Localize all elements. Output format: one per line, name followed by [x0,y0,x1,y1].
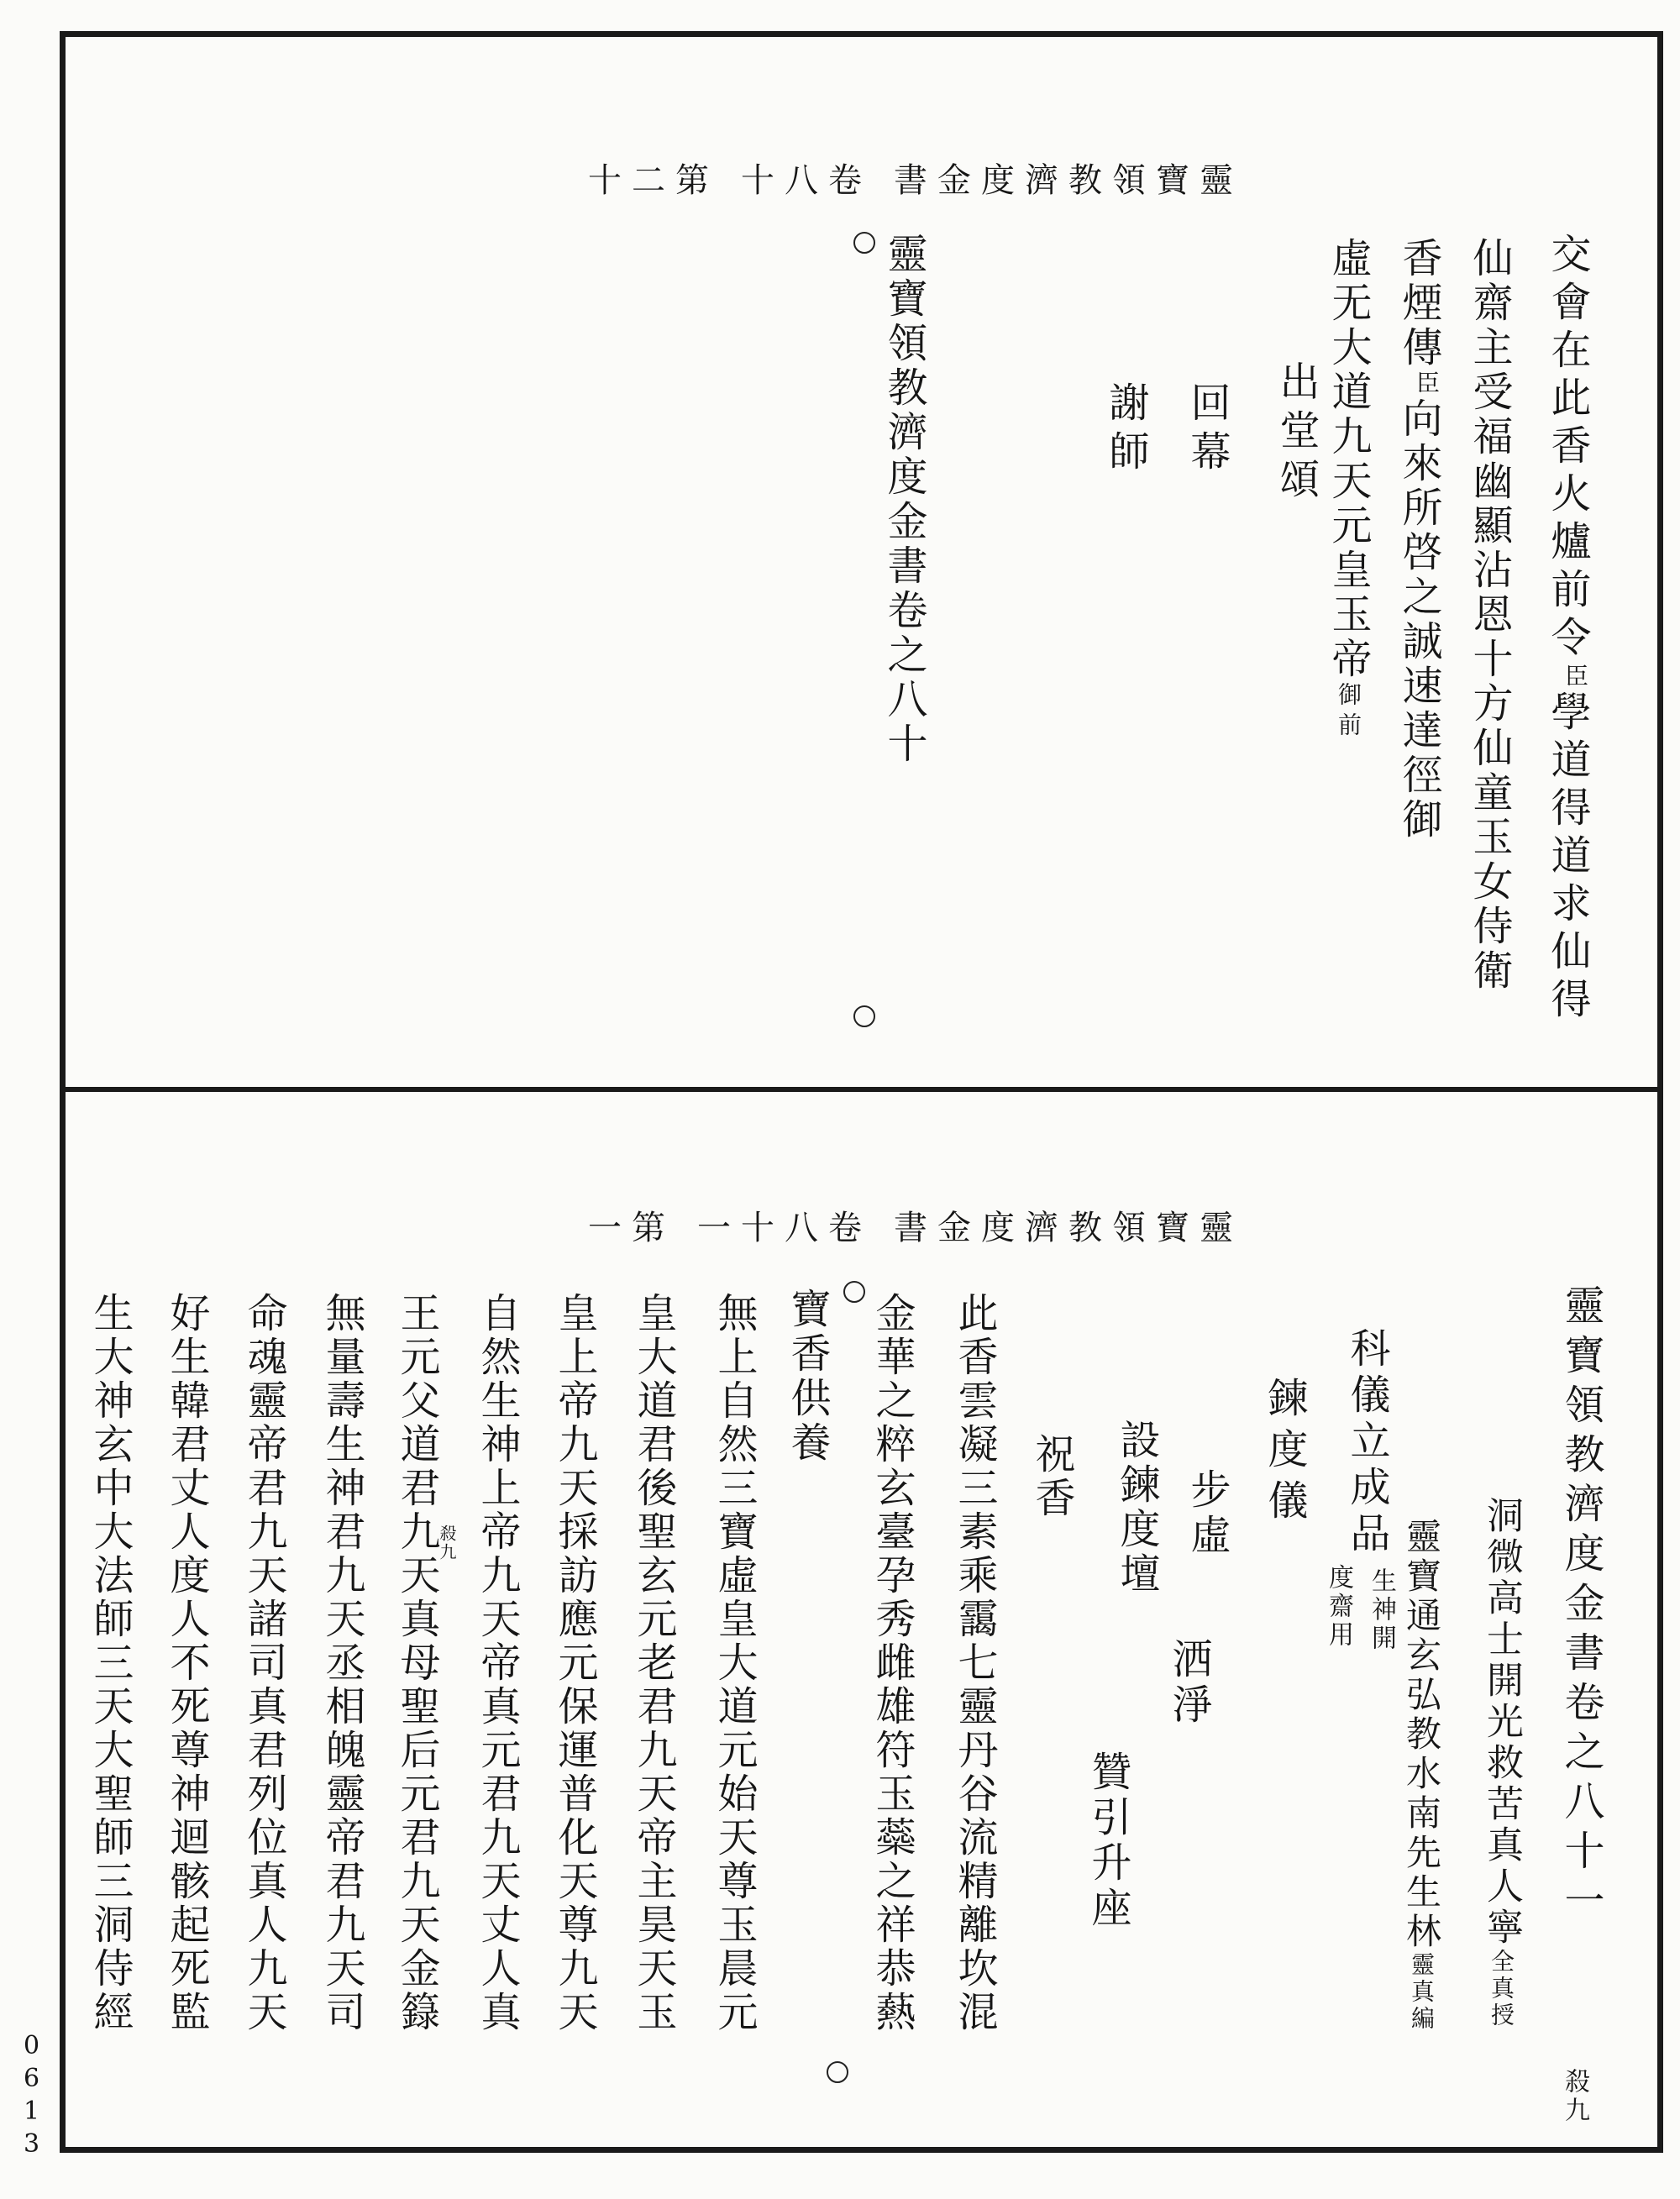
upper-closing-title: 靈寶領教濟度金書卷之八十 [880,233,927,767]
lower-ritual-type: 科儀立成品 [1343,1327,1390,1558]
upper-invocation-1-small-note: 臣 [1562,664,1589,690]
lower-invocation-line: 王元父道君九天真母聖后元君九天金籙 [393,1292,440,2034]
upper-invocation-column-1 [1544,233,1591,1026]
lower-attribution-1-small: 全真授 [1488,1949,1515,2029]
upper-header-volume: 卷八十 [741,161,872,200]
margin-page-number: 0613 [17,2031,46,2162]
lower-header-page: 第一 [588,1209,675,1247]
lower-incense-verse-line-2: 金華之粹玄臺孕秀雌雄符玉蘂之祥恭爇 [869,1292,916,2034]
lower-incense-verse-line-1: 此香雲凝三素乘靄七靈丹谷流精離坎混 [951,1292,998,2034]
upper-rubric-1: 回幕 [1184,381,1231,479]
upper-running-header [538,161,1243,200]
lower-step-set-altar: 設鍊度壇 [1113,1419,1160,1597]
upper-invocation-1-text-a: 交會在此香火爐前令 [1544,233,1591,664]
upper-invocation-column-2: 仙齋主受福幽顯沾恩十方仙童玉女侍衛 [1466,237,1513,994]
circle-mark-icon [853,1005,875,1027]
circle-mark-icon [843,1281,865,1303]
upper-invocation-4-small-note: 御前 [1335,682,1362,743]
lower-attribution-2-main: 靈寶通玄弘教水南先生林 [1401,1518,1442,1952]
lower-invocation-line: 好生韓君丈人度人不死尊神迴骸起死監 [163,1292,210,2034]
lower-inline-catalog-mark: 殺九 [437,1525,457,1561]
lower-invocation-line: 生大神玄中大法師三天大聖師三洞侍經 [87,1292,134,2034]
lower-step-incense-prayer: 祝香 [1028,1433,1075,1520]
upper-invocation-3-small-note: 臣 [1413,370,1441,397]
lower-invocation-line: 命魂靈帝君九天諸司真君列位真人九天 [240,1292,287,2034]
upper-invocation-3-text-a: 香煙傳 [1395,237,1442,370]
upper-invocation-3-text-b: 向來所啓之誠速達徑御 [1395,397,1442,842]
upper-invocation-1-text-b: 學道得道求仙得 [1544,690,1591,1026]
upper-header-book-title: 靈寶領教濟度金書 [894,161,1243,200]
upper-rubric-2: 謝師 [1102,381,1149,479]
lower-step-sprinkling: 洒淨 [1165,1638,1212,1729]
lower-invocation-line: 皇大道君後聖玄元老君九天帝主昊天玉 [630,1292,677,2034]
lower-invocation-line: 無上自然三寶虛皇大道元始天尊玉晨元 [711,1292,758,2034]
lower-invocation-line: 自然生神上帝九天帝真元君九天丈人真 [474,1292,521,2034]
upper-hymn-heading: 出堂頌 [1273,360,1320,506]
lower-ritual-type-note-right: 生神開 [1367,1567,1396,1653]
upper-header-page: 第二十 [588,161,719,200]
page-divider-line [60,1087,1663,1092]
lower-catalog-mark: 殺九 [1560,2068,1589,2125]
lower-invocation-line: 無量壽生神君九天丞相魄靈帝君九天司 [318,1292,365,2034]
lower-attribution-1 [1480,1496,1523,2029]
circle-mark-icon [853,232,875,254]
upper-invocation-column-3 [1395,237,1442,842]
lower-step-pacing-void: 步虛 [1184,1468,1231,1559]
lower-invocation-line: 皇上帝九天採訪應元保運普化天尊九天 [551,1292,598,2034]
lower-attribution-2 [1401,1518,1442,2033]
lower-attribution-1-main: 洞微高士開光救苦真人寧 [1480,1496,1523,1949]
lower-incense-verse-line-3: 寶香供養 [784,1288,831,1466]
lower-ritual-name: 鍊度儀 [1261,1377,1308,1530]
lower-running-header [538,1211,1243,1245]
lower-header-volume: 卷八十一 [697,1209,872,1247]
lower-header-book-title: 靈寶領教濟度金書 [894,1209,1243,1247]
lower-volume-title: 靈寶領教濟度金書卷之八十一 [1557,1284,1604,1929]
lower-step-lead-to-seat: 贊引升座 [1084,1750,1131,1932]
lower-ritual-type-note-left: 度齋用 [1324,1564,1353,1650]
upper-invocation-column-4 [1325,237,1372,743]
circle-mark-icon [827,2061,848,2083]
lower-attribution-2-small: 靈真編 [1408,1952,1436,2033]
upper-invocation-4-text: 虛无大道九天元皇玉帝 [1325,237,1372,682]
